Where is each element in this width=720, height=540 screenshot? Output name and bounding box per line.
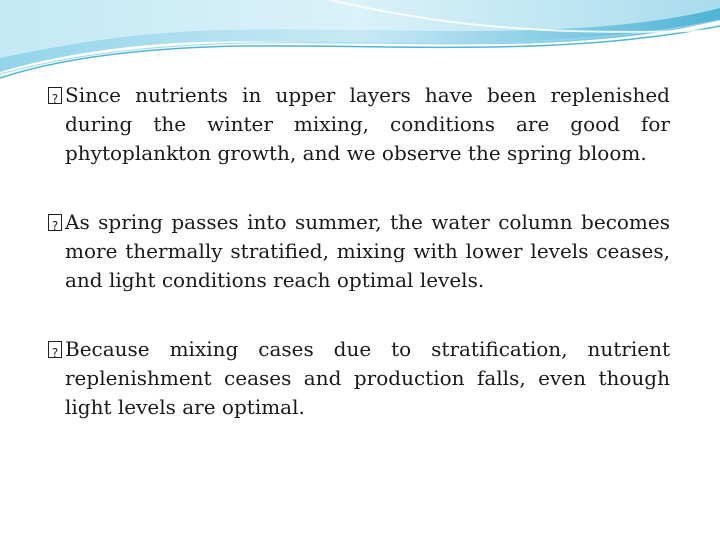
bullet-item xyxy=(48,335,670,422)
bullet-text: As spring passes into summer, the water column becomes more thermally stratified, mixing with lower levels ceases, and light conditions reach optimal levels. xyxy=(65,210,670,292)
bullet-marker-icon xyxy=(48,214,62,231)
bullet-marker-icon xyxy=(48,87,62,104)
bullet-text: Because mixing cases due to stratification, nutrient replenishment ceases and production falls, even though light levels are optimal. xyxy=(65,337,670,419)
bullet-text: Since nutrients in upper layers have been replenished during the winter mixing, conditions are good for phytoplankton growth, and we observe the spring bloom. xyxy=(65,83,670,165)
bullet-item xyxy=(48,208,670,295)
header-wave-decoration xyxy=(0,0,720,90)
bullet-marker-icon xyxy=(48,341,62,358)
bullet-item xyxy=(48,81,670,168)
